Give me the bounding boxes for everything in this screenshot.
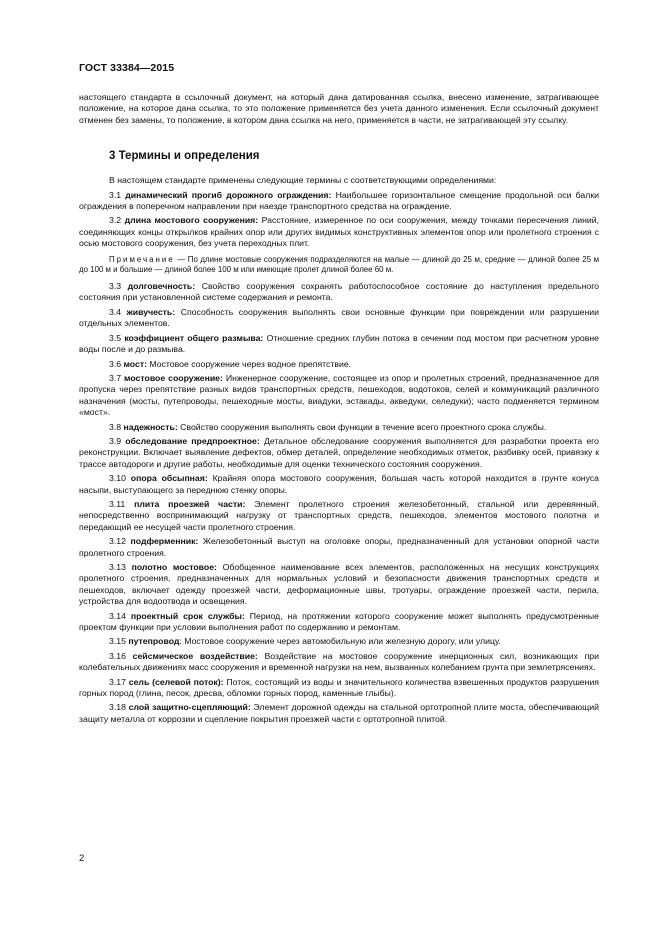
term-definition: Инженерное сооружение, состоящее из опор и пролетных строений, предназначенное для пропуска через препятствие разных видов транспортных средств, пешеходов, водотоков, селей и коммуникаций различного назначения (мосты, путепроводы, пешеходные мосты, виадуки, эстакады, акведуки, селедуки); часто подменяется термином «мост». — [79, 372, 599, 418]
term-definition: Железобетонный выступ на оголовке опоры, предназначенный для установки опорной части пролетного строения. — [79, 536, 600, 558]
terms-list-b — [79, 281, 599, 725]
term-definition: Отношение средних глубин потока в сечении под мостом при расчетном уровне воды после и до размыва. — [79, 332, 600, 355]
section-lead: В настоящем стандарте применены следующие термины с соответствующими определениями: — [109, 175, 497, 186]
term-entry — [79, 702, 599, 725]
term-name: путепровод — [128, 636, 180, 647]
term-number: 3.16 — [109, 650, 126, 661]
term-definition: Элемент дорожной одежды на стальной ортотропной плите моста, обеспечивающий защиту металла от коррозии и сцепление покрытия проезжей части с ортотропной плитой. — [79, 702, 599, 724]
term-number: 3.12 — [109, 536, 126, 547]
term-definition: Обобщенное наименование всех элементов, расположенных на несущих конструкциях пролетного строения, предназначенных для нормальных условий и безопасности движения транспортных средств и пешеходов, включает одежду проезжей части, деформационные швы, тротуары, ограждение проезжей части, перила, устройства для водоотвода и освещения. — [79, 562, 599, 607]
term-definition: Наибольшее горизонтальное смещение продольной оси балки ограждения в поперечном направлении при наезде транспортного средства на ограждение. — [79, 189, 599, 212]
term-entry — [79, 636, 599, 647]
term-name: полотно мостовое: — [131, 562, 217, 572]
term-definition: Детальное обследование сооружения выполняется для разработки проекта его реконструкции. Включает выявление дефектов, обмер деталей, определение необходимых отметок, разбивку осей, привязку к трассе автодороги и другие работы, необходимые для оценки технического состояния сооружения. — [79, 435, 599, 469]
term-entry — [79, 373, 599, 419]
term-definition: Мостовое сооружение через водное препятствие. — [149, 358, 352, 369]
term-entry — [79, 677, 599, 700]
term-name: сель (селевой поток): — [128, 676, 224, 687]
term-name: плита проезжей части: — [134, 498, 246, 509]
term-name: надежность: — [123, 421, 178, 432]
term-number: 3.9 — [109, 435, 122, 446]
term-number: 3.8 — [109, 421, 122, 432]
term-definition: Воздействие на мостовое сооружение инерционных сил, возникающих при колебательных движениях масс сооружения и временной нагрузки на нем, вызванных колебанием грунта при землетрясениях. — [79, 650, 599, 673]
term-entry — [79, 422, 599, 433]
term-number: 3.11 — [109, 498, 126, 509]
term-number: 3.18 — [109, 702, 126, 713]
term-definition: Расстояние, измеренное по оси сооружения, между точками пересечения линий, соединяющих концы открылков крайних опор или других видимых конструктивных элементов опор или пролетного строения с осью мостового сооружения, без учета переходных плит. — [79, 215, 599, 249]
term-name: длина мостового сооружения: — [124, 215, 259, 226]
term-entry — [79, 359, 599, 370]
term-name: слой защитно-сцепляющий: — [128, 702, 251, 713]
page-number: 2 — [79, 853, 85, 864]
term-number: 3.3 — [109, 281, 122, 292]
term-name: мост: — [123, 358, 147, 369]
term-definition: Период, на протяжении которого сооружение может выполнять предусмотренные проектом функции при условии выполнения работ по содержанию и ремонтам. — [79, 610, 599, 633]
term-number: 3.17 — [109, 676, 126, 687]
term-number: 3.15 — [109, 636, 126, 647]
term-number: 3.13 — [109, 562, 126, 572]
term-name: живучесть: — [126, 306, 176, 317]
term-entry — [79, 473, 599, 496]
term-definition: Элемент пролетного строения железобетонный, стальной или деревянный, непосредственно воспринимающий нагрузку от транспортных средств, пешеходов, элементов мостового полотна и передающий ее несущей части пролетного строения. — [79, 498, 599, 532]
note-text: — По длине мостовые сооружения подразделяются на малые — длиной до 25 м, средние — длиной более 25 м до 100 м и большие — длиной более 100 м или имеющие пролет длиной более 60 м. — [79, 254, 599, 274]
term-name: обследование предпроектное: — [125, 435, 260, 446]
term-name: подферменник: — [130, 536, 199, 547]
term-name: динамический прогиб дорожного ограждения: — [125, 189, 332, 200]
section-title: 3 Термины и определения — [109, 150, 260, 163]
term-number: 3.6 — [109, 358, 122, 369]
term-number: 3.4 — [109, 306, 122, 317]
term-entry — [79, 499, 599, 533]
term-definition: Поток, состоящий из воды и значительного количества взвешенных продуктов разрушения горных пород (глина, песок, дресва, обломки горных пород, каменные глыбы). — [79, 676, 599, 699]
term-number: 3.5 — [109, 332, 122, 343]
intro-paragraph: настоящего стандарта в ссылочный документ, на который дана датированная ссылка, внесено изменение, затрагивающее положение, на которое дана ссылка, то это положение применяется без учета данного изменения. Если ссылочный документ отменен без замены, то положение, в котором дана ссылка на него, применяется в части, не затрагивающей эту ссылку. — [79, 92, 599, 125]
term-definition: Свойство сооружения выполнять свои функции в течение всего проектного срока службы. — [180, 421, 547, 432]
term-number: 3.1 — [109, 189, 122, 200]
term-entry — [79, 215, 599, 249]
term-entry — [79, 562, 599, 608]
note-paragraph — [79, 255, 599, 275]
term-name: сейсмическое воздействие: — [132, 650, 258, 661]
page-content — [79, 92, 599, 728]
term-entry — [79, 436, 599, 470]
term-name: мостовое сооружение: — [124, 372, 223, 383]
term-entry — [79, 190, 599, 213]
term-number: 3.7 — [109, 372, 122, 383]
term-entry — [79, 611, 599, 634]
term-entry — [79, 307, 599, 330]
term-name: опора обсыпная: — [130, 473, 208, 484]
note-label: Примечание — [109, 254, 175, 264]
term-entry — [79, 536, 599, 559]
term-entry — [79, 333, 599, 356]
term-entry — [79, 651, 599, 674]
term-name: долговечность: — [127, 281, 196, 292]
term-number: 3.2 — [109, 215, 122, 226]
term-entry — [79, 281, 599, 304]
term-definition: Способность сооружения выполнять свои основные функции при повреждении или разрушении отдельных элементов. — [79, 306, 600, 329]
term-definition: Свойство сооружения сохранять работоспособное состояние до наступления предельного состояния при установленной системе содержания и ремонта. — [79, 281, 600, 303]
term-definition: : Мостовое сооружение через автомобильную или железную дорогу, или улицу. — [179, 636, 501, 647]
term-name: коэффициент общего размыва: — [124, 332, 264, 343]
term-number: 3.14 — [109, 610, 126, 621]
terms-list-a — [79, 190, 599, 250]
document-code-header: ГОСТ 33384—2015 — [79, 62, 175, 74]
term-definition: Крайняя опора мостового сооружения, большая часть которой находится в грунте конуса насыпи, выступающего за переднюю стенку опоры. — [79, 473, 599, 495]
term-name: проектный срок службы: — [130, 610, 245, 621]
term-number: 3.10 — [109, 473, 126, 484]
